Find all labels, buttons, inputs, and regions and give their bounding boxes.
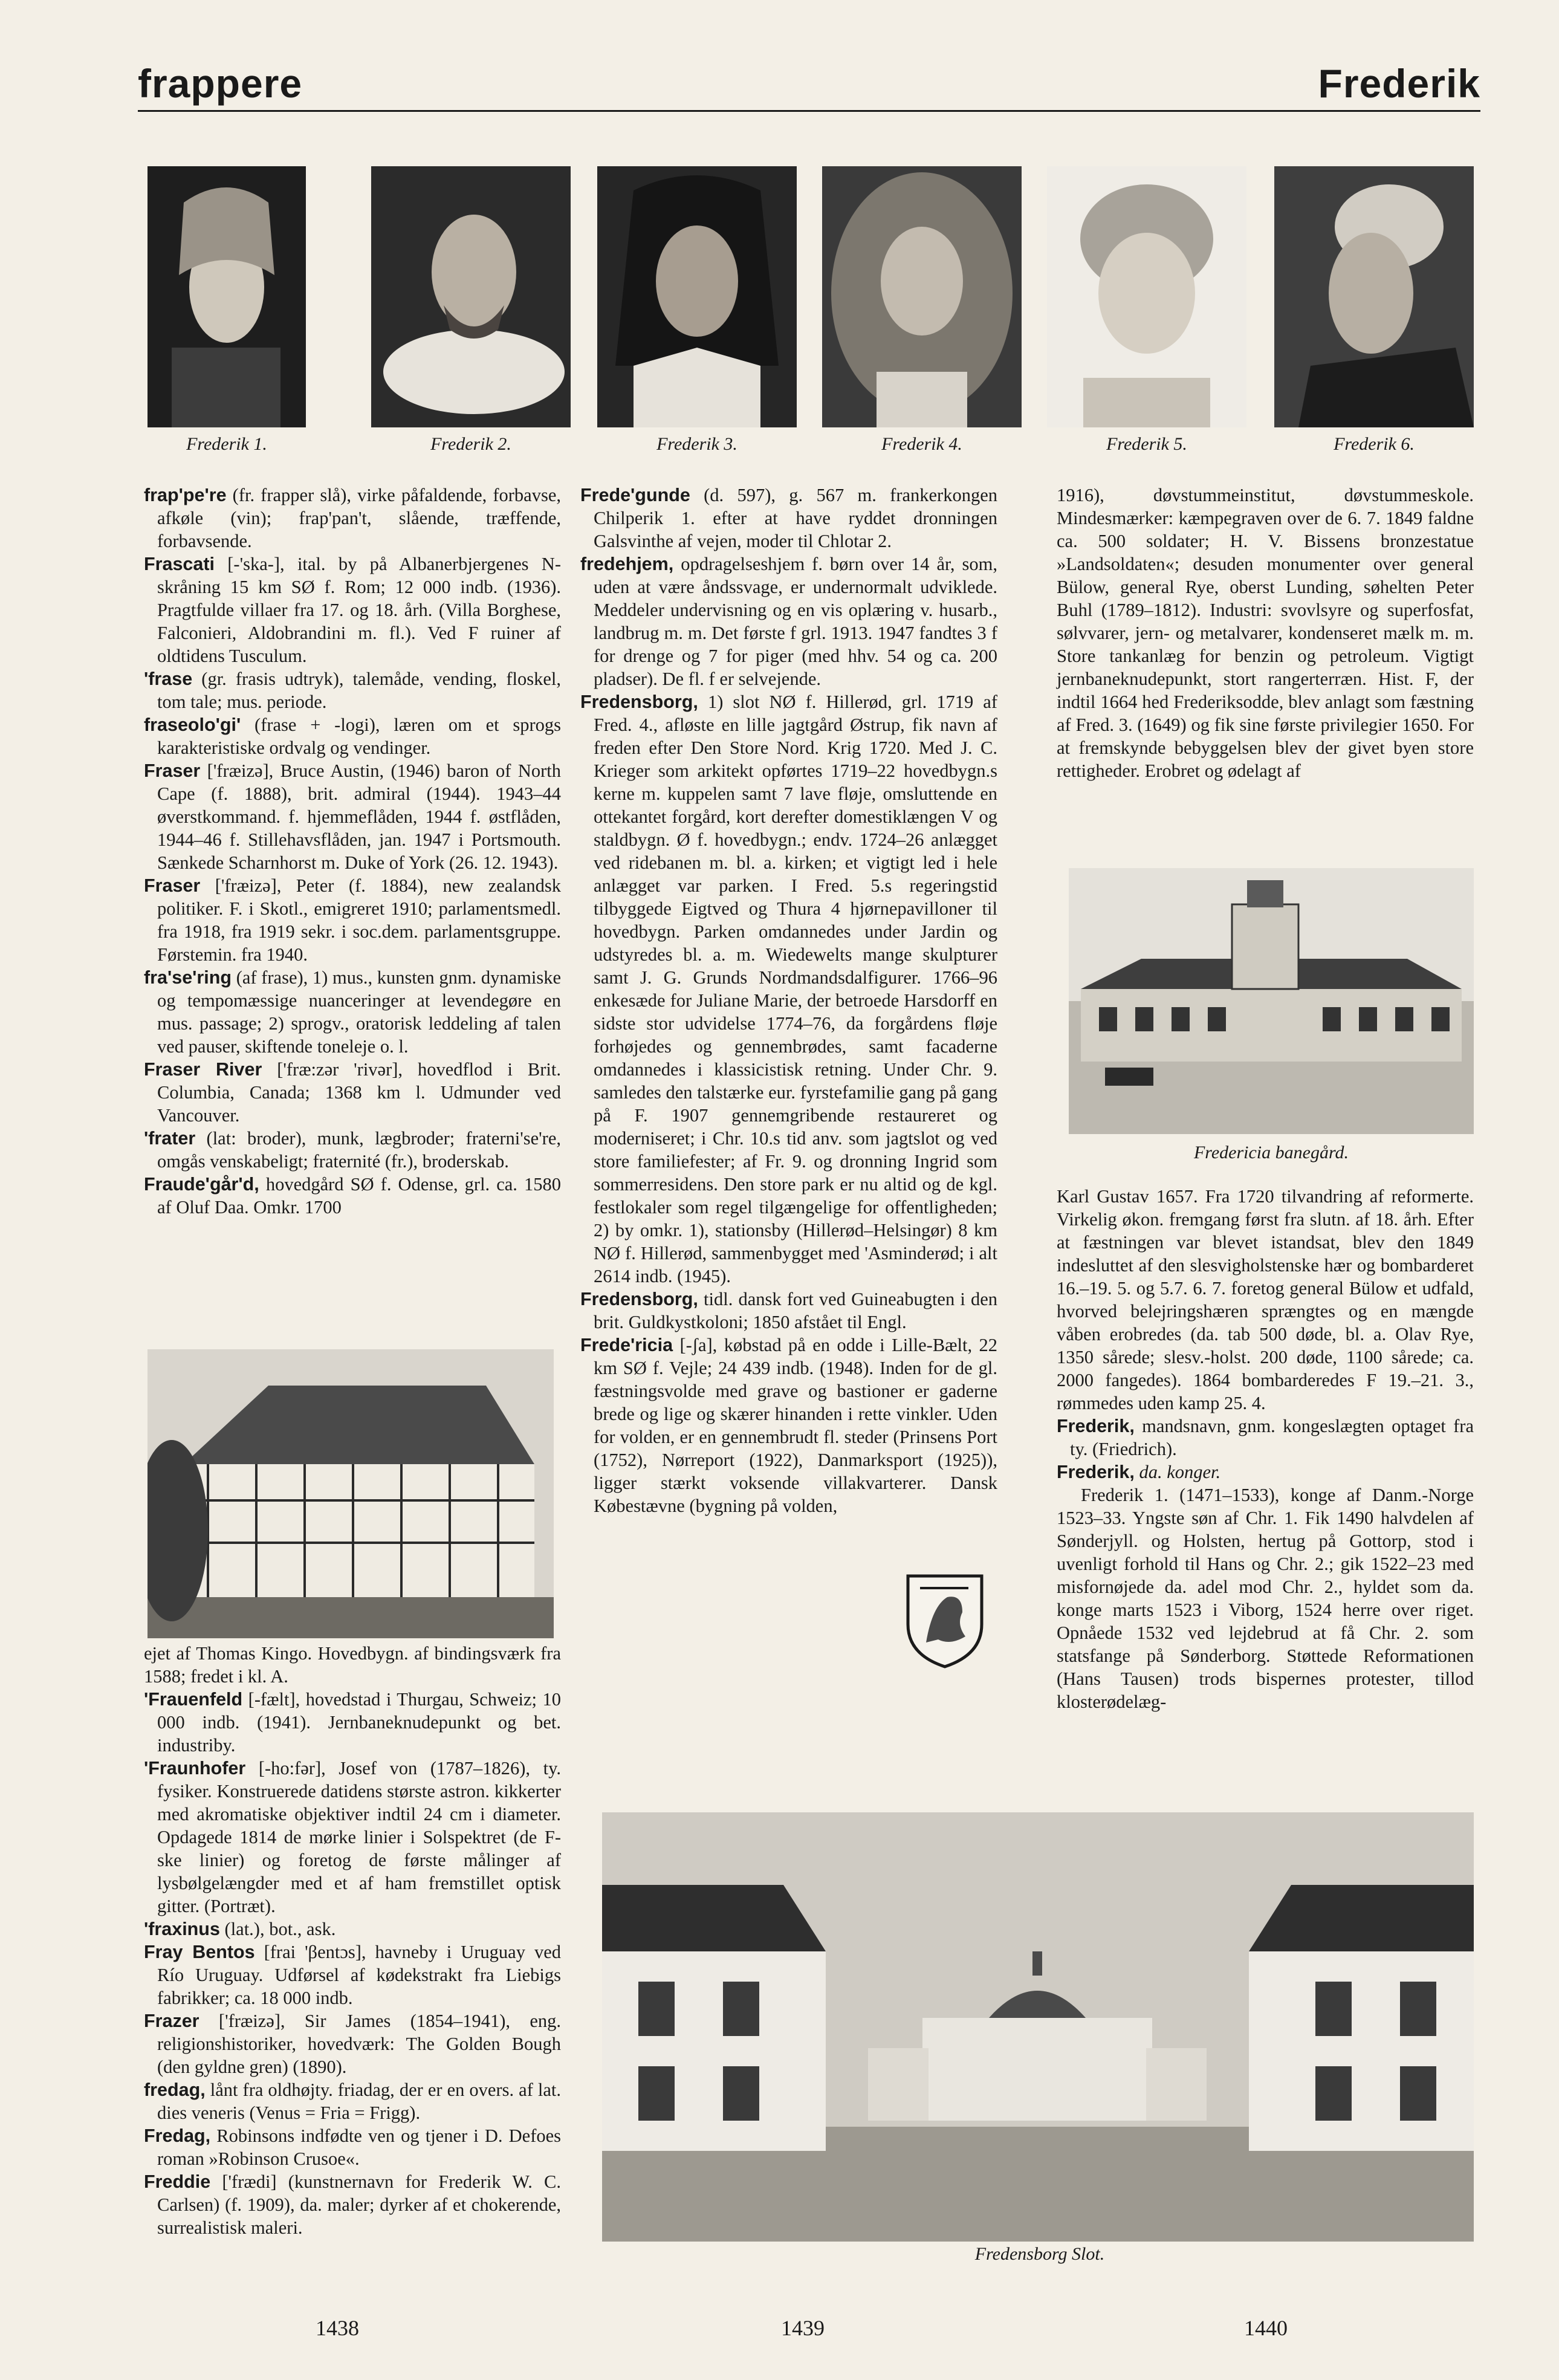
entry-text: lånt fra oldhøjty. friadag, der er en overs. af lat. dies veneris (Venus = Fria = Frigg). [157, 2080, 562, 2123]
headword: fra'se'ring [144, 967, 232, 988]
portrait-caption-2: Frederik 2. [430, 434, 511, 454]
entry [144, 966, 561, 1058]
headword: Fredensborg, [580, 1289, 698, 1309]
entry [580, 484, 997, 553]
portrait-frederik-3 [597, 166, 797, 427]
entry-text: ['fræ:zər 'rivər], hovedflod i Brit. Columbia, Canada; 1368 km l. Udmunder ved Vancouver. [157, 1059, 561, 1126]
headword: 'Frauenfeld [144, 1689, 243, 1710]
headword: fredehjem, [580, 554, 674, 574]
entry-text: (d. 597), g. 567 m. frankerkongen Chilperik 1. efter at have ryddet dronningen Galsvinthe af vejen, moder til Chlotar 2. [594, 485, 997, 551]
headword: 'Fraunhofer [144, 1758, 246, 1779]
entry [144, 2170, 561, 2239]
entry-text: tidl. dansk fort ved Guineabugten i den brit. Guldkystkoloni; 1850 afstået til Engl. [594, 1289, 997, 1332]
headword: Frede'gunde [580, 485, 690, 505]
headword: Fredensborg, [580, 692, 698, 712]
headword: Frederik, [1057, 1462, 1135, 1482]
page-number-right: 1440 [1244, 2316, 1288, 2340]
entry [144, 1757, 561, 1918]
headword: Frazer [144, 2011, 199, 2031]
entry-text: (frase + -logi), læren om et sprogs karakteristiske ordvalg og vendinger. [157, 715, 561, 758]
entry [144, 484, 561, 553]
caption-fredericia: Fredericia banegård. [1193, 1143, 1349, 1162]
entry [144, 1173, 561, 1219]
entry [144, 1688, 561, 1757]
column-3-continued [1057, 1185, 1474, 1713]
portrait-frederik-5 [1047, 166, 1246, 427]
entry-text: (fr. frapper slå), virke påfaldende, forbavse, afkøle (vin); frap'pan't, slående, træffende, forbavsende. [157, 485, 562, 551]
entry-continuation: 1916), døvstummeinstitut, døvstummeskole. Mindesmærker: kæmpegraven over de 6. 7. 1849 faldne ca. 500 soldater; H. V. Bissens bronzestatue »Landsoldaten«; desuden monumenter over general Bülow, general Rye, oberst Lunding, søhelten Peter Buhl (1789–1812). Industri: svovlsyre og superfosfat, sølvvarer, jern- og metalvarer, kondenseret mælk m. m. Store tankanlæg for benzin og petroleum. Vigtigt jernbaneknudepunkt, stort rangerterræn. Hist. F, der indtil 1664 hed Frederiksodde, blev anlagt som fæstning af Fred. 3. (1649) og fik sine første privilegier 1650. For at fremskynde bebyggelsen blev der givet byen store rettigheder. Erobret og ødelagt af [1057, 485, 1474, 781]
running-head-right: Frederik [1318, 61, 1480, 106]
entry-text: Frederik 1. (1471–1533), konge af Danm.-Norge 1523–33. Yngste søn af Chr. 1. Fik 1490 halvdelen af Sønderjyll. og Holsten, hertug på Gottorp, stod i uvenligt forhold til Hans og Chr. 2.; gik 1522–23 med misfornøjede da. adel mod Chr. 2., hyldet som da. konge marts 1523 i Viborg, 1524 herre over riget. Opnåede 1532 ved lejdebrud at få Chr. 2. som statsfange på Sønderborg. Støttede Reformationen (Hans Tausen) trods bispernes protester, tillod klosterødelæg- [1057, 1485, 1474, 1712]
entry [1057, 1461, 1474, 1483]
entry [580, 553, 997, 690]
entry-text: (lat.), bot., ask. [224, 1919, 336, 1939]
entry [144, 2124, 561, 2170]
entry-text: [frai 'βentɔs], havneby i Uruguay ved Río Uruguay. Udførsel af kødekstrakt fra Liebigs fabrikker; ca. 18 000 indb. [157, 1942, 561, 2008]
photo-fraudegaard [147, 1349, 554, 1638]
headword: Fraser [144, 875, 201, 896]
headword: fredag, [144, 2080, 206, 2100]
entry-text: (af frase), 1) mus., kunsten gnm. dynamiske og tempomæssige nuanceringer at levendegøre en mus. passage; 2) sprogv., oratorisk leddeling af talen ved pauser, skiftende toneleje o. l. [157, 967, 561, 1057]
entry [580, 690, 997, 1288]
caption-fredensborg: Fredensborg Slot. [974, 2244, 1105, 2264]
column-1 [144, 484, 561, 1219]
entry-text: ['fræizə], Peter (f. 1884), new zealandsk politiker. F. i Skotl., emigreret 1910; parlamentsmedl. fra 1918, fra 1919 sekr. i soc.dem. parlamentsgruppe. Førstemin. fra 1940. [157, 875, 562, 965]
entry-text: (lat: broder), munk, lægbroder; fraterni'se're, omgås venskabeligt; fraternité (fr.), broderskab. [157, 1128, 561, 1172]
entry [580, 1288, 997, 1334]
entry [144, 1918, 561, 1941]
entry [144, 2009, 561, 2078]
headword: 'frater [144, 1128, 196, 1149]
entry [144, 1941, 561, 2009]
entry [144, 759, 561, 874]
headword: Frederik, [1057, 1416, 1135, 1436]
entry-text: da. konger. [1139, 1462, 1221, 1482]
running-head-left: frappere [138, 61, 303, 106]
entry [144, 2078, 561, 2124]
portrait-caption-4: Frederik 4. [881, 434, 962, 454]
portrait-caption-6: Frederik 6. [1334, 434, 1415, 454]
entry-text: mandsnavn, gnm. kongeslægten optaget fra ty. (Friedrich). [1070, 1416, 1474, 1459]
entry [1057, 1415, 1474, 1461]
photo-fredericia-station [1069, 868, 1474, 1134]
entry-text: ['fræizə], Bruce Austin, (1946) baron of North Cape (f. 1888), brit. admiral (1944). 1943–44 øverstkommand. f. hjemmeflåden, 1944 f. østflåden, 1944–46 f. Stillehavsflåden, jan. 1947 i Portsmouth. Sænkede Scharnhorst m. Duke of York (26. 12. 1943). [157, 760, 562, 873]
entry-text: 1) slot NØ f. Hillerød, grl. 1719 af Fred. 4., afløste en lille jagtgård Østrup, fik navn af freden efter Den Store Nord. Krig 1720. Med J. C. Krieger som arkitekt opførtes 1719–22 hovedbygn.s kerne m. kuppelen samt 7 lave fløje, omsluttende en ottekantet forgård, kort derefter domestiklængen V og staldbygn. Ø f. hovedbygn.; endv. 1724–26 anlægget ved ridebanen m. bl. a. kirken; et vigtigt led i hele anlægget var parken. I Fred. 5.s regeringstid tilbyggede Eigtved og Thura 4 hjørnepavilloner til hovedbygn. Parken omdannedes under Jardin og udstyredes bl. a. m. Wiedewelts mange skulpturer samt J. G. Grunds Nordmandsdalfigurer. 1766–96 enkesæde for Juliane Marie, der betroede Harsdorff en sidste stor udvidelse 1774–76, da forgårdens fløje forhøjedes og gennembrødes, samt facaderne omdannedes i klassicistisk retning. Under Chr. 9. samledes den talstærke eur. fyrstefamilie gang på gang på F. 1907 gennemgribende restaureret og moderniseret; i Chr. 10.s tid anv. som jagtslot og ved store familiefester; af Fr. 9. og dronning Ingrid som sommerresidens. Den store park er nu altid og de kgl. festlokaler som regel tilgængelige for offentligheden; 2) by omkr. 1), stationsby (Hillerød–Helsingør) 8 km NØ f. Hillerød, sammenbygget med 'Asminderød; i alt 2614 indb. (1945). [594, 692, 997, 1286]
entry [144, 553, 561, 667]
portrait-frederik-4 [822, 166, 1022, 427]
headword: Fraser [144, 760, 201, 781]
entry [144, 1058, 561, 1127]
column-1-continued [144, 1642, 561, 2239]
entry-continuation: Karl Gustav 1657. Fra 1720 tilvandring af reformerte. Virkelig økon. fremgang først fra slutn. af 18. årh. Efter at fæstningen var blevet istandsat, blev den 1849 indesluttet af den slesvigholstenske hær og bombarderet 16.–19. 5. og 5.7. 6. 7. foretog general Bülow et udfald, hvorved belejringshæren sprængtes og en mængde våben erobredes (da. tab 500 døde, bl. a. Olav Rye, 1350 sårede; slesv.-holst. 200 døde, 1100 sårede; ca. 2000 fangedes). 1864 bombarderedes F 19.–21. 3., rømmedes uden kamp 25. 4. [1057, 1186, 1474, 1413]
headword: Fredag, [144, 2125, 211, 2146]
headword: frap'pe're [144, 485, 227, 505]
photo-fredensborg-slot [602, 1812, 1474, 2242]
entry [144, 713, 561, 759]
entry-text: ['fræizə], Sir James (1854–1941), eng. religionshistoriker, hovedværk: The Golden Bough (den gyldne gren) (1890). [157, 2011, 562, 2077]
headword: fraseolo'gi' [144, 715, 241, 735]
entry-text: ['frædi] (kunstnernavn for Frederik W. C. Carlsen) (f. 1909), da. maler; dyrker af et chokerende, surrealistisk maleri. [157, 2171, 562, 2238]
entry-text: [-ʃa], købstad på en odde i Lille-Bælt, 22 km SØ f. Vejle; 24 439 indb. (1948). Inden for de gl. fæstningsvolde med grave og bastioner er gaderne brede og lige og skærer hinanden i rette vinkler. Uden for volden, er en gennembrudt fl. steder (Prinsens Port (1752), Nørreport (1922), Danmarksport (1925)), ligger stærkt voksende villakvarterer. Dansk Købestævne (bygning på volden, [594, 1335, 997, 1516]
entry [144, 667, 561, 713]
entry-text: [-ho:fər], Josef von (1787–1826), ty. fysiker. Konstruerede datidens største astron. kikkerter med akromatiske objektiver indtil 24 cm i diameter. Opdagede 1814 de mørke linier i Solspektret (de F-ske linier) og foretog de første målinger af lysbølgelængder med et af ham fremstillet optisk gitter. (Portræt). [157, 1758, 561, 1916]
header-rule [138, 110, 1480, 112]
portrait-caption-1: Frederik 1. [186, 434, 267, 454]
entry [580, 1334, 997, 1517]
headword: Frascati [144, 554, 215, 574]
column-3 [1057, 484, 1474, 782]
headword: Fraude'går'd, [144, 1174, 259, 1195]
entry-text: [-'ska-], ital. by på Albanerbjergenes N-skråning 15 km SØ f. Rom; 12 000 indb. (1936). Pragtfulde villaer fra 17. og 18. årh. (Villa Borghese, Falconieri, Aldobrandini m. fl.). Ved F ruiner af oldtidens Tusculum. [157, 554, 561, 666]
entry [144, 874, 561, 966]
entry-text: hovedgård SØ f. Odense, grl. ca. 1580 af Oluf Daa. Omkr. 1700 [157, 1174, 561, 1218]
headword: Freddie [144, 2171, 211, 2192]
fredericia-coat-of-arms [902, 1570, 988, 1670]
entry-text: [-fælt], hovedstad i Thurgau, Schweiz; 10 000 indb. (1941). Jernbaneknudepunkt og bet. industriby. [157, 1689, 561, 1756]
headword: 'fraxinus [144, 1919, 220, 1939]
portrait-frederik-6 [1274, 166, 1474, 427]
portrait-caption-5: Frederik 5. [1106, 434, 1187, 454]
headword: 'frase [144, 669, 193, 689]
page-number-left: 1438 [316, 2316, 359, 2340]
entry [144, 1127, 561, 1173]
headword: Fray Bentos [144, 1942, 255, 1962]
headword: Fraser River [144, 1059, 262, 1080]
headword: Frede'ricia [580, 1335, 673, 1355]
portrait-caption-3: Frederik 3. [656, 434, 737, 454]
portrait-frederik-1 [147, 166, 306, 427]
entry-text: Robinsons indfødte ven og tjener i D. Defoes roman »Robinson Crusoe«. [157, 2125, 562, 2169]
page-number-middle: 1439 [781, 2316, 825, 2340]
entry-text: (gr. frasis udtryk), talemåde, vending, floskel, tom tale; mus. periode. [157, 669, 562, 712]
entry-continuation: ejet af Thomas Kingo. Hovedbygn. af bindingsværk fra 1588; fredet i kl. A. [144, 1643, 561, 1687]
entry-text: opdragelseshjem f. børn over 14 år, som, uden at være åndssvage, er undernormalt udviklede. Meddeler undervisning og en vis oplæring v. husarb., landbrug m. m. Det første f grl. 1913. 1947 fandtes 3 f for drenge og 7 for piger (med hhv. 54 og ca. 200 pladser). De fl. f er selvejende. [594, 554, 997, 689]
portrait-frederik-2 [371, 166, 571, 427]
